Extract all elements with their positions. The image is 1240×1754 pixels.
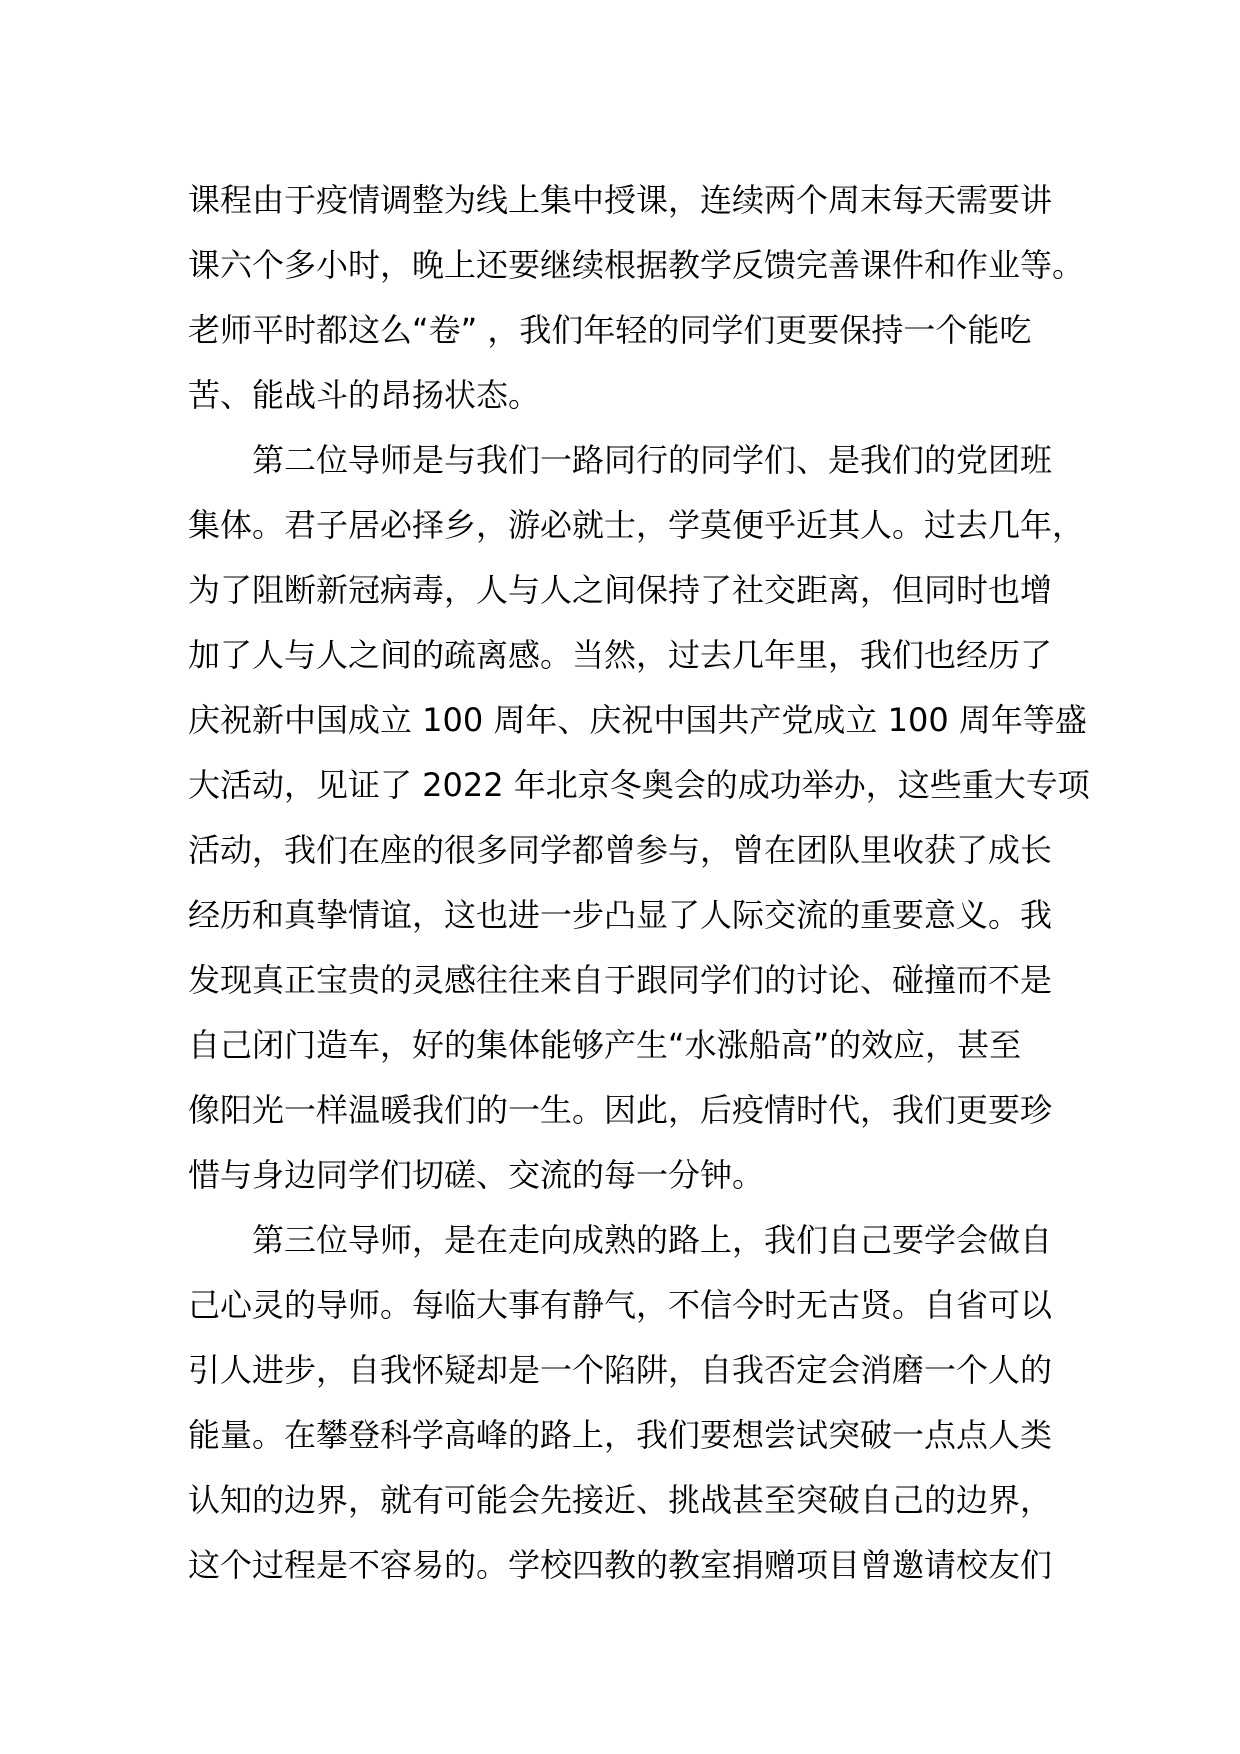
text-line: 像阳光一样温暖我们的一生。因此，后疫情时代，我们更要珍 xyxy=(188,1091,1053,1129)
body-text xyxy=(188,168,1090,1598)
text-line: 这个过程是不容易的。学校四教的教室捐赠项目曾邀请校友们 xyxy=(188,1546,1053,1584)
text-line: 庆祝新中国成立 100 周年、庆祝中国共产党成立 100 周年等盛 xyxy=(188,701,1087,739)
text-line: 认知的边界，就有可能会先接近、挑战甚至突破自己的边界， xyxy=(188,1481,1053,1519)
text-line: 经历和真挚情谊，这也进一步凸显了人际交流的重要意义。我 xyxy=(188,896,1053,934)
text-line: 苦、能战斗的昂扬状态。 xyxy=(188,376,541,414)
text-line: 第二位导师是与我们一路同行的同学们、是我们的党团班 xyxy=(188,441,1053,479)
text-line: 课程由于疫情调整为线上集中授课，连续两个周末每天需要讲 xyxy=(188,181,1053,219)
text-line: 引人进步，自我怀疑却是一个陷阱，自我否定会消磨一个人的 xyxy=(188,1351,1053,1389)
text-line: 大活动，见证了 2022 年北京冬奥会的成功举办，这些重大专项 xyxy=(188,766,1090,804)
text-line: 第三位导师，是在走向成熟的路上，我们自己要学会做自 xyxy=(188,1221,1053,1259)
text-line: 活动，我们在座的很多同学都曾参与，曾在团队里收获了成长 xyxy=(188,831,1053,869)
text-line: 老师平时都这么“卷” ，我们年轻的同学们更要保持一个能吃 xyxy=(188,311,1032,349)
text-line: 己心灵的导师。每临大事有静气，不信今时无古贤。自省可以 xyxy=(188,1286,1053,1324)
text-line: 为了阻断新冠病毒，人与人之间保持了社交距离，但同时也增 xyxy=(188,571,1053,609)
text-line: 集体。君子居必择乡，游必就士，学莫便乎近其人。过去几年， xyxy=(188,506,1085,544)
text-line: 能量。在攀登科学高峰的路上，我们要想尝试突破一点点人类 xyxy=(188,1416,1053,1454)
text-line: 自己闭门造车，好的集体能够产生“水涨船高”的效应，甚至 xyxy=(188,1026,1022,1064)
text-line: 加了人与人之间的疏离感。当然，过去几年里，我们也经历了 xyxy=(188,636,1053,674)
text-line: 发现真正宝贵的灵感往往来自于跟同学们的讨论、碰撞而不是 xyxy=(188,961,1053,999)
text-line: 惜与身边同学们切磋、交流的每一分钟。 xyxy=(188,1156,765,1194)
text-line: 课六个多小时，晚上还要继续根据教学反馈完善课件和作业等。 xyxy=(188,246,1085,284)
